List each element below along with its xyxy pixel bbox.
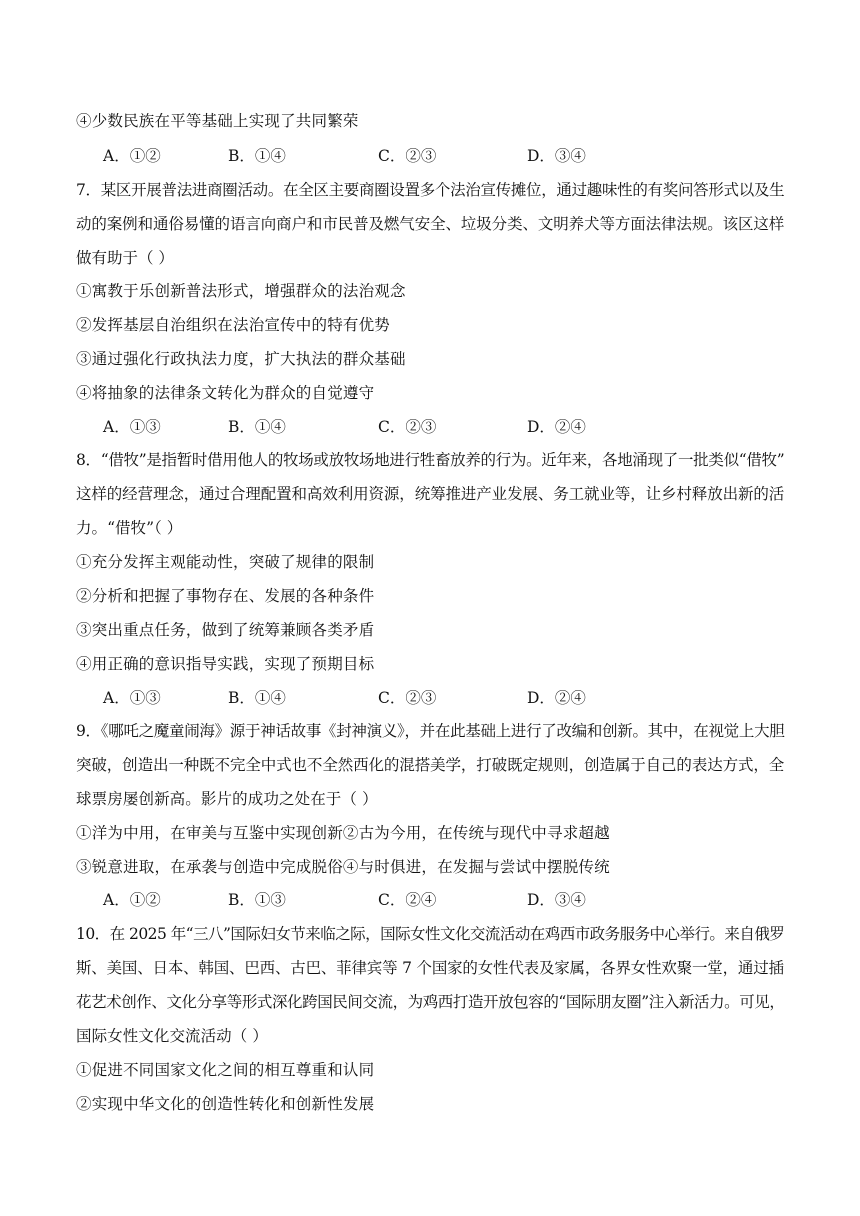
q9-stem-line-1: 9．《哪吒之魔童闹海》源于神话故事《封神演义》，并在此基础上进行了改编和创新。其中，在视觉上大胆 [76,722,785,740]
q7-choice-b[interactable]: B．①④ [228,418,286,436]
q9-choice-d[interactable]: D．③④ [527,891,586,909]
q6-choice-a[interactable]: A．①② [103,147,161,165]
q9-choice-c[interactable]: C．②④ [378,891,437,909]
q7-stem-line-1: 7．某区开展普法进商圈活动。在全区主要商圈设置多个法治宣传摊位，通过趣味性的有奖问答形式以及生 [76,181,785,199]
q8-choice-c[interactable]: C．②③ [378,689,437,707]
q9-stem-line-3: 球票房屡创新高。影片的成功之处在于（ ） [76,790,378,808]
q8-choice-d[interactable]: D．②④ [527,689,586,707]
q7-choice-c[interactable]: C．②③ [378,418,437,436]
q7-choice-a[interactable]: A．①③ [103,418,161,436]
q8-option-1: ①充分发挥主观能动性，突破了规律的限制 [76,553,375,571]
q9-stem-line-2: 突破，创造出一种既不完全中式也不全然西化的混搭美学，打破既定规则，创造属于自己的表达方式，全 [76,756,785,774]
q7-stem-line-2: 动的案例和通俗易懂的语言向商户和市民普及燃气安全、垃圾分类、文明养犬等方面法律法规。该区这样 [76,215,785,233]
q7-option-2: ②发挥基层自治组织在法治宣传中的特有优势 [76,316,391,334]
q8-choice-b[interactable]: B．①④ [228,689,286,707]
q6-choice-b[interactable]: B．①④ [228,147,286,165]
q7-choices [103,417,703,437]
q6-choice-c[interactable]: C．②③ [378,147,437,165]
q7-option-3: ③通过强化行政执法力度，扩大执法的群众基础 [76,350,406,368]
q9-choice-a[interactable]: A．①② [103,891,161,909]
q8-stem-line-1: 8．“借牧”是指暂时借用他人的牧场或放牧场地进行牲畜放养的行为。近年来，各地涌现了一批类似“借牧” [76,451,785,469]
q10-option-1: ①促进不同国家文化之间的相互尊重和认同 [76,1061,375,1079]
q6-option-4: ④少数民族在平等基础上实现了共同繁荣 [76,112,359,130]
q9-option-3-4: ③锐意进取，在承袭与创造中完成脱俗④与时俱进，在发掘与尝试中摆脱传统 [76,858,610,876]
q8-choice-a[interactable]: A．①③ [103,689,161,707]
q8-choices [103,688,703,708]
q8-option-3: ③突出重点任务，做到了统筹兼顾各类矛盾 [76,621,375,639]
q6-choice-d[interactable]: D．③④ [527,147,586,165]
q9-choice-b[interactable]: B．①③ [228,891,286,909]
q10-stem-line-2: 斯、美国、日本、韩国、巴西、古巴、菲律宾等 7 个国家的女性代表及家属，各界女性欢聚一堂，通过插 [76,959,784,977]
q8-stem-line-2: 这样的经营理念，通过合理配置和高效利用资源，统筹推进产业发展、务工就业等，让乡村释放出新的活 [76,485,785,503]
q10-stem-line-4: 国际女性文化交流活动（ ） [76,1027,268,1045]
q7-option-1: ①寓教于乐创新普法形式，增强群众的法治观念 [76,282,406,300]
q9-choices [103,890,703,910]
q7-stem-line-3: 做有助于（ ） [76,249,174,267]
q9-option-1-2: ①洋为中用，在审美与互鉴中实现创新②古为今用，在传统与现代中寻求超越 [76,824,610,842]
q10-stem-line-3: 花艺术创作、文化分享等形式深化跨国民间交流，为鸡西打造开放包容的“国际朋友圈”注入新活力。可见， [76,993,785,1011]
q10-stem-line-1: 10．在 2025 年“三八”国际妇女节来临之际，国际女性文化交流活动在鸡西市政务服务中心举行。来自俄罗 [76,925,785,943]
q6-choices [103,146,703,166]
q8-option-2: ②分析和把握了事物存在、发展的各种条件 [76,587,375,605]
q7-option-4: ④将抽象的法律条文转化为群众的自觉遵守 [76,384,375,402]
q8-option-4: ④用正确的意识指导实践，实现了预期目标 [76,655,375,673]
q10-option-2: ②实现中华文化的创造性转化和创新性发展 [76,1095,375,1113]
q7-choice-d[interactable]: D．②④ [527,418,586,436]
q8-stem-line-3: 力。“借牧”（ ） [76,519,183,537]
